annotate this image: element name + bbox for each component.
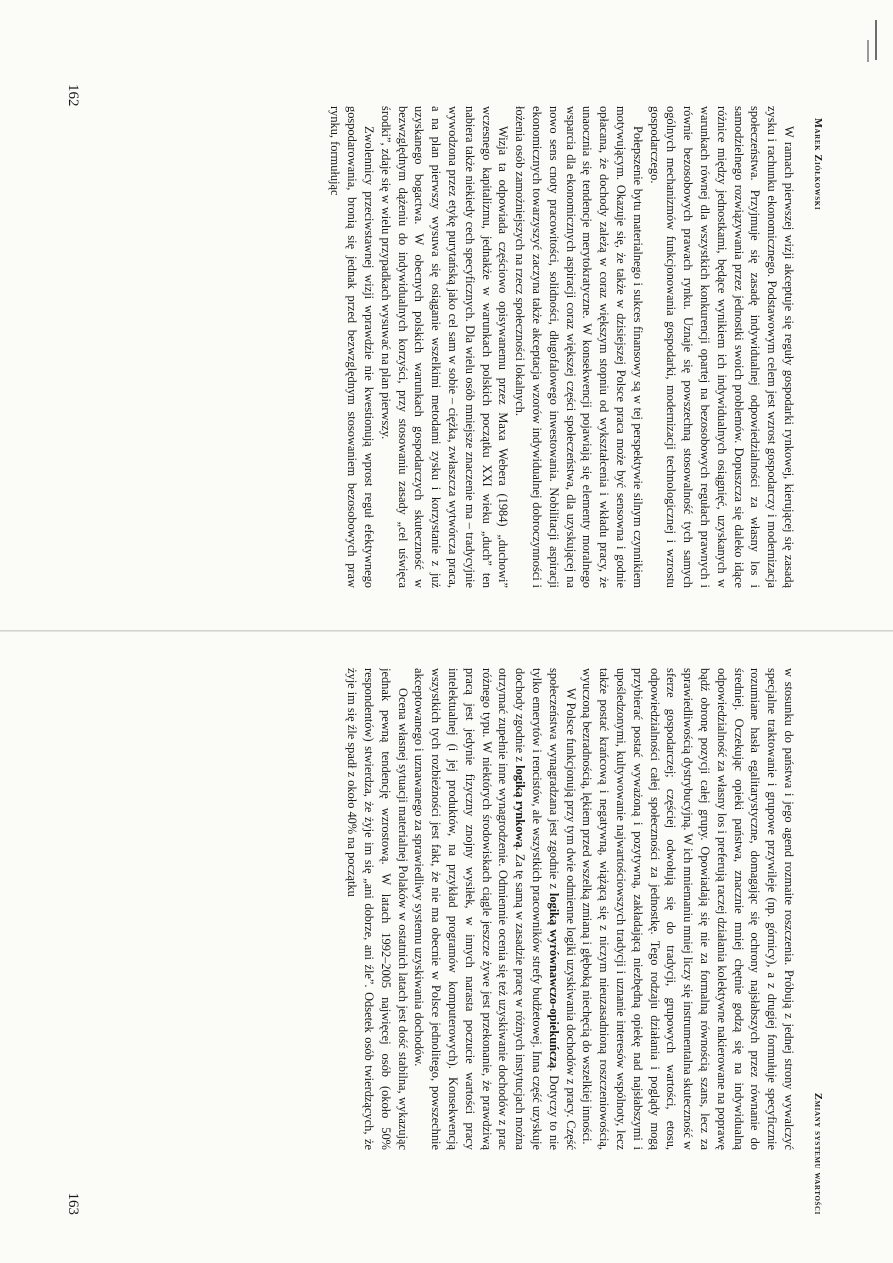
running-head-author: Marek Ziółkowski <box>812 118 823 211</box>
page-gutter <box>0 630 893 632</box>
paragraph-text: . Dotyczy to nie tylko emerytów i rencistów, ale wszystkich pracowników strefy budżetowej. Inna część uzyskuje dochody zgodnie z <box>513 668 561 1150</box>
page-number: 163 <box>65 1192 81 1215</box>
paragraph: Wizja ta odpowiada częściowo opisywanemu przez Maxa Webera (1984) „duchowi” wczesnego kapitalizmu, jednakże w warunkach polskich początku XXI wieku „duch” ten nabiera także niekiedy cech specyficznych. Dla wielu osób mniejsze znaczenie ma – tradycyjnie wywodzona przez etykę purytańską jako cel sam w sobie – ciężka, zwłaszcza wytwórcza praca, a na plan pierwszy wysuwa się osiąganie wszelkimi metodami zysku i korzystanie z już uzyskanego bogactwa. W obecnych polskich warunkach gospodarczych skuteczność w bezwzględnym dążeniu do indywidualnych korzyści, przy stosowaniu zasady „cel uświęca środki”, zdaje się w wielu przypadkach wysuwać na plan pierwszy. <box>378 106 511 588</box>
paragraph: Zwolennicy przeciwstawnej wizji wprawdzie nie kwestionują wprost reguł efektywnego gospodarowania, bronią się jednak przed bezwzględnym stosowaniem bezosobowych praw rynku, formułując <box>328 106 377 588</box>
emphasis-term: logiką wyrównawczo-opiekuńczą <box>546 892 561 1069</box>
paragraph: Ocena własnej sytuacji materialnej Polaków w ostatnich latach jest dość stabilna, wykazując jednak pewną tendencję wzrostową. W latach 1992–2005 najwięcej osób (około 50% respondentów) stwierdza, że żyje im się „ani dobrze, ani źle”. Odsetek osób twierdzących, że żyje im się źle spadł z około 40% na początku <box>345 668 410 1150</box>
left-text-column <box>81 106 797 588</box>
paragraph-text: W Polsce funkcjonują przy tym dwie odmienne logiki uzyskiwania dochodów z pracy. Część społeczeństwa wynagradzana jest zgodnie z <box>546 668 578 1150</box>
right-page <box>0 638 893 1263</box>
emphasis-term: logiką rynkową <box>513 765 528 848</box>
paragraph: W ramach pierwszej wizji akceptuje się reguły gospodarki rynkowej, kierującej się zasadą zysku i rachunku ekonomicznego. Podstawowym celem jest wzrost gospodarczy i modernizacja społeczeństwa. Przyjmuje się zasadę indywidualnej odpowiedzialności za własny los i samodzielnego rozwiązywania przez jednostki swoich problemów. Dopuszcza się daleko idące różnice między jednostkami, będące wynikiem ich indywidualnych osiągnięć, uzyskanych w warunkach równej dla wszystkich konkurencji opartej na bezosobowych regułach prawnych i równie bezosobowych prawach rynku. Uznaje się powszechną stosowalność tych samych ogólnych mechanizmów funkcjonowania gospodarki, modernizacji technologicznej i wzrostu gospodarczego. <box>647 106 796 588</box>
running-head-chapter: Zmiany systemu wartości <box>812 1092 823 1215</box>
left-page <box>0 0 893 625</box>
paragraph <box>411 668 579 1150</box>
right-text-column <box>81 668 797 1150</box>
paragraph: w stosunku do państwa i jego agend rozmaite roszczenia. Próbują z jednej strony wywalczyć specjalne traktowanie i grupowe przywileje (np. górnicy), a z drugiej formułuje specyficznie rozumiane hasła egalitarystyczne, domagając się ochrony najsłabszych przez równanie do średniej. Oczekując opieki państwa, znacznie mniej chętnie godzą się na indywidualną odpowiedzialność za własny los i preferują raczej działania kolektywne nakierowane na poprawę bądź obronę pozycji całej grupy. Opowiadają się nie za formalną równością szans, lecz za sprawiedliwością dystrybucyjną. W ich mniemaniu mniej liczy się instrumentalna skuteczność w sferze gospodarczej; częściej odwołują się do tradycji, grupowych wartości, etosu, odpowiedzialności całej społeczności za jednostkę. Tego rodzaju działania i poglądy mogą przybierać postać wyważoną i pozytywną, zakładającą niezbędną opiekę nad najsłabszymi i upośledzonymi, kultywowanie najwartościowszych tradycji i uznanie interesów wspólnoty, lecz także postać krańcową i negatywną, wiążącą się z niczym nieuzasadnioną roszczeniowością, wyuczoną bezradnością, lękiem przed wszelką zmianą i głęboką niechęcią do wszelkiej inności. <box>580 668 796 1150</box>
paragraph: Połepszenie bytu materialnego i sukces finansowy są w tej perspektywie silnym czynnikiem motywującym. Okazuje się, że także w dzisiejszej Polsce praca może być sensowna i godnie opłacana, że dochody zależą w coraz większym stopniu od wykształcenia i wkładu pracy, że unaocznia się tendencje merytokratyczne. W konsekwencji pojawiają się elementy moralnego wsparcia dla ekonomicznych aspiracji coraz większej części społeczeństwa, dla uzyskującej na nowo sens cnoty pracowitości, solidności, długofalowego inwestowania. Nobilitacji aspiracji ekonomicznych towarzyszyć zaczyna także akceptacja wzorów indywidualnej dobroczynności i łożenia osób zamożniejszych na rzecz społeczności lokalnych. <box>513 106 645 588</box>
paragraph-text: . Za tę samą w zasadzie pracę w różnych instytucjach można otrzymać zupełnie inne wynagrodzenie. Odmiennie ocenia się też uzyskiwanie dochodów z prac różnego typu. W niektórych środowiskach ciągle jeszcze żywe jest przekonanie, że prawdziwą pracą jest jedynie fizyczny znojny wysiłek, w innych narasta poczucie wartości pracy intelektualnej (i jej produktów, na przykład programów komputerowych). Konsekwencją wszystkich tych rozbieżności jest fakt, że nie ma obecnie w Polsce jednolitego, powszechnie akceptowanego i uznawanego za sprawiedliwy systemu uzyskiwania dochodów. <box>412 668 528 1150</box>
page-number: 162 <box>65 84 81 107</box>
